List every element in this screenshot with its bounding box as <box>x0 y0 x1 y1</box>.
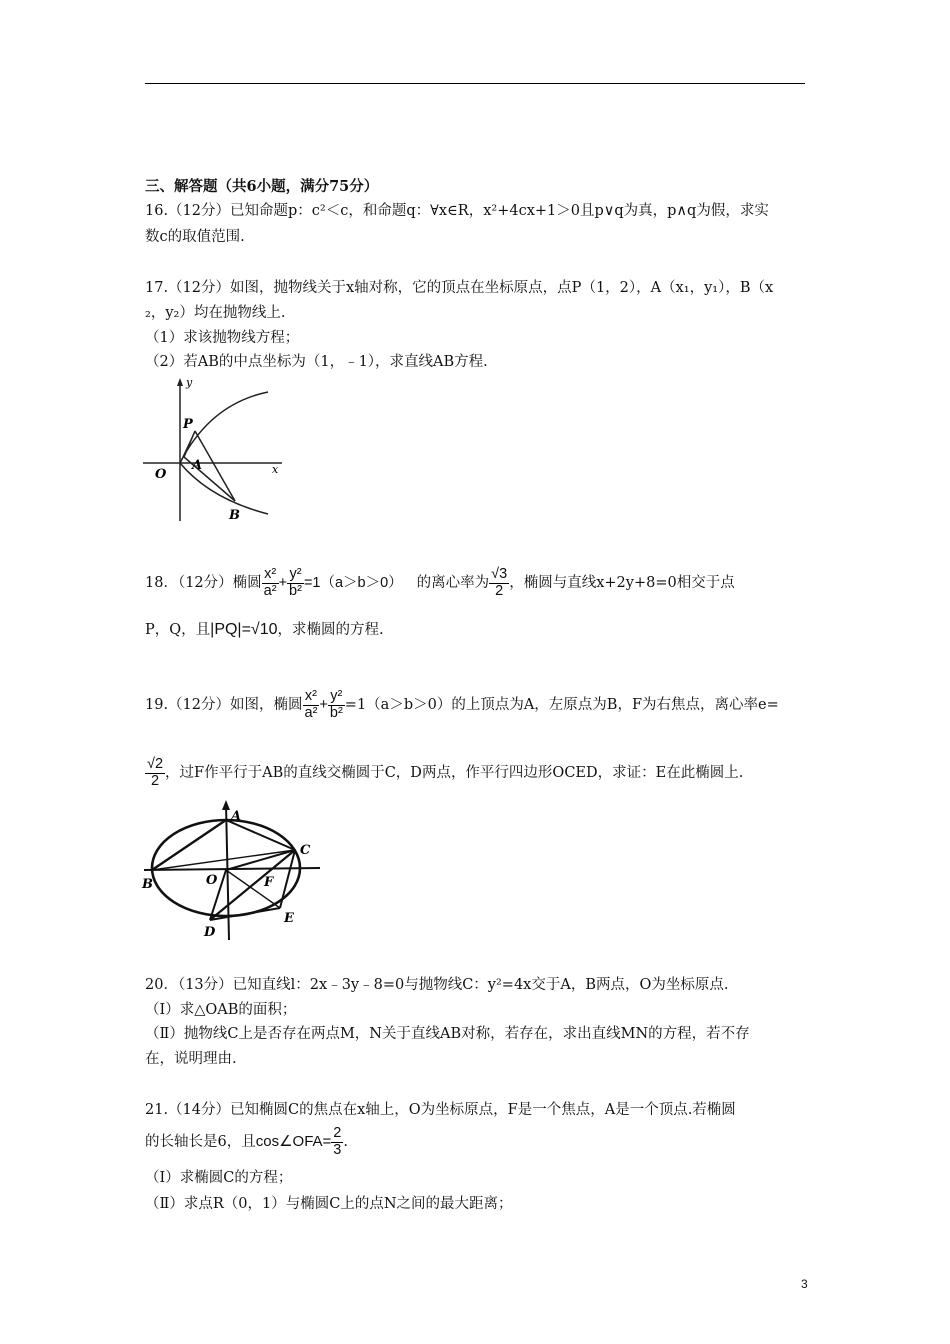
q21-line1: 21.（14分）已知椭圆C的焦点在x轴上，O为坐标原点，F是一个焦点，A是一个顶点.若椭圆 <box>145 1102 736 1118</box>
q18-eq-cond: =1（a＞b＞0） <box>303 575 403 591</box>
label-o: O <box>206 873 218 888</box>
q21-line2 <box>145 1122 348 1162</box>
y-axis-arrow <box>177 378 183 386</box>
q21-cos: cos∠OFA= <box>255 1133 332 1150</box>
q18-prefix: 18．（12分）椭圆 <box>145 575 262 591</box>
q17-line1: 17.（12分）如图，抛物线关于x轴对称，它的顶点在坐标原点，点P（1，2），A（x₁，y₁），B（x <box>145 280 774 296</box>
q19-rest2: ，过F作平行于AB的直线交椭圆于C，D两点，作平行四边形OCED，求证：E在此椭圆上. <box>165 765 744 781</box>
q18-line1 <box>145 558 735 608</box>
page-number: 3 <box>801 1277 808 1291</box>
q19-frac-x: $\frac{\text{x²}}{\text{a²}}$ <box>304 688 318 721</box>
parabola-figure <box>140 374 310 524</box>
label-b: B <box>229 508 240 523</box>
y-axis-arrow <box>222 800 230 810</box>
segment-ce <box>280 850 295 908</box>
q19-frac-y: $\frac{\text{y²}}{\text{b²}}$ <box>329 688 343 721</box>
header-rule <box>145 83 805 84</box>
q21-dot: . <box>343 1134 348 1150</box>
q21-frac: $\frac{2}{3}$ <box>333 1125 342 1158</box>
section-title: 三、解答题（共6小题，满分75分） <box>145 178 379 195</box>
q18-line2a: P，Q，且 <box>145 622 211 638</box>
label-x: x <box>272 463 279 476</box>
q21-sub2: （Ⅱ）求点R（0，1）与椭圆C上的点N之间的最大距离； <box>145 1196 513 1212</box>
q18-ecc-text: 的离心率为 <box>416 575 490 591</box>
label-d: D <box>204 925 216 940</box>
q20-line1: 20．（13分）已知直线l：2x﹣3y﹣8=0与抛物线C：y²=4x交于A，B两点，O为坐标原点. <box>145 977 729 993</box>
q18-rest1: ，椭圆与直线x+2y+8=0相交于点 <box>509 575 735 591</box>
ellipse-figure <box>140 798 330 943</box>
q17-line2: ₂，y₂）均在抛物线上. <box>145 305 286 321</box>
q18-line2 <box>145 620 384 644</box>
label-a: A <box>192 458 203 473</box>
q19-rest1: 的上顶点为A，左原点为B，F为右焦点，离心率e= <box>451 697 779 713</box>
q19-prefix: 19.（12分）如图，椭圆 <box>145 697 303 713</box>
q18-frac-y: $\frac{\text{y²}}{\text{b²}}$ <box>289 566 302 599</box>
label-p: P <box>183 417 193 432</box>
q19-eq-cond: =1（a＞b＞0） <box>344 697 452 713</box>
q19-line1 <box>145 680 779 730</box>
q18-frac-x: $\frac{\text{x²}}{\text{a²}}$ <box>263 566 277 599</box>
q17-sub2: （2）若AB的中点坐标为（1，﹣1），求直线AB方程. <box>145 354 488 370</box>
label-e: E <box>284 911 294 926</box>
q20-sub2a: （Ⅱ）抛物线C上是否存在两点M，N关于直线AB对称，若存在，求出直线MN的方程，若不存 <box>145 1026 750 1042</box>
label-b: B <box>142 877 153 892</box>
q17-sub1: （1）求该抛物线方程； <box>145 330 300 346</box>
segment-de <box>210 908 280 920</box>
q16-line2: 数c的取值范围. <box>145 229 245 245</box>
q18-ecc-frac: $\frac{√3}{2}$ <box>491 566 508 599</box>
q21-sub1: （Ⅰ）求椭圆C的方程； <box>145 1170 293 1186</box>
q18-line2b: ，求椭圆的方程. <box>277 622 384 638</box>
q21-line2a: 的长轴长是6，且 <box>145 1134 256 1150</box>
q19-line2 <box>145 748 743 798</box>
label-y: y <box>186 376 193 389</box>
q18-pq: |PQ|=√10 <box>210 621 278 638</box>
parabola-curve <box>180 392 268 514</box>
q19-plus: + <box>319 697 328 713</box>
label-f: F <box>264 875 274 890</box>
q20-sub2b: 在，说明理由. <box>145 1051 237 1067</box>
q16-line1: 16.（12分）已知命题p：c²＜c，和命题q：∀x∈R，x²+4cx+1＞0且p∨q为真，p∧q为假，求实 <box>145 203 769 219</box>
q19-ecc-frac: $\frac{√2}{2}$ <box>147 756 164 789</box>
q20-sub1: （Ⅰ）求△OAB的面积； <box>145 1002 297 1018</box>
segment-oc <box>226 850 295 870</box>
q18-plus: + <box>278 575 288 591</box>
label-a: A <box>231 809 242 824</box>
label-o: O <box>155 467 167 482</box>
label-c: C <box>300 843 311 858</box>
